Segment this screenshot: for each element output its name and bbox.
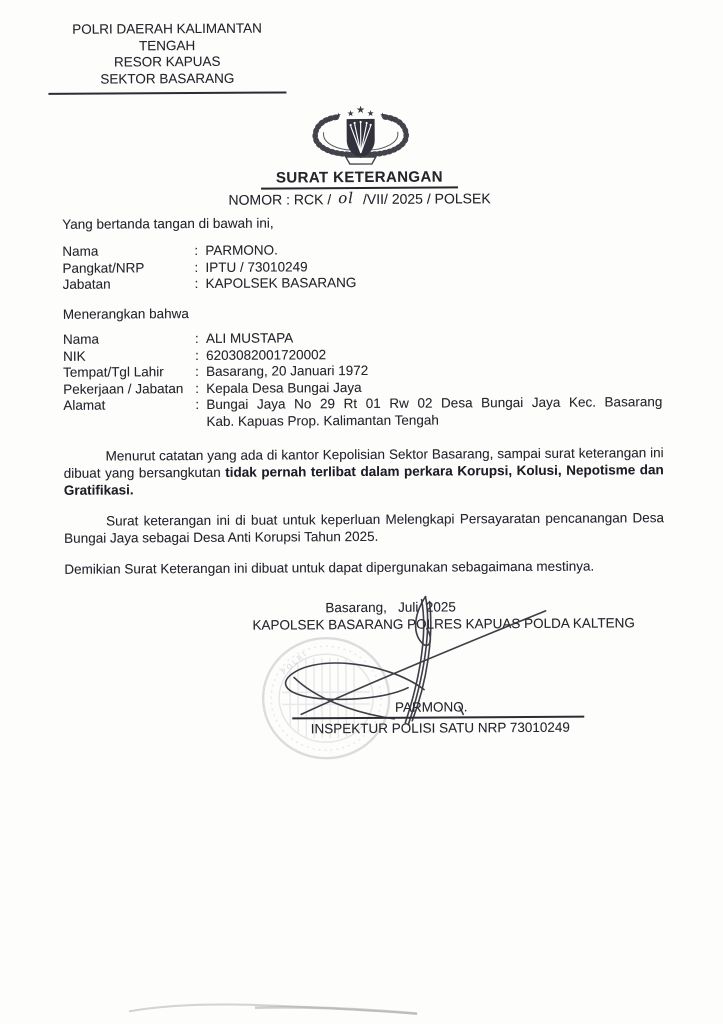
officer-row-jabatan	[63, 273, 663, 293]
document-number-line	[0, 188, 721, 210]
colon: :	[195, 396, 200, 413]
document-title: SURAT KETERANGAN	[261, 168, 458, 189]
svg-text:P O L R I: P O L R I	[280, 650, 308, 677]
letterhead-line-3: SEKTOR BASARANG	[100, 70, 235, 87]
svg-text:★: ★	[325, 117, 332, 125]
paragraph-purpose: Surat keterangan ini di buat untuk keperluan Melengkapi Persayaratan pencanangan Desa Bungai Jaya sebagai Desa Anti Korupsi Tahun 2025.	[64, 510, 665, 546]
svg-text:★: ★	[335, 112, 342, 120]
place-and-date: Basarang, Juli 2025	[325, 599, 456, 616]
alamat-line-1: Bungai Jaya No 29 Rt 01 Rw 02 Desa Bungai Jaya Kec. Basarang	[206, 394, 663, 412]
colon: :	[194, 330, 199, 347]
field-value: KAPOLSEK BASARANG	[205, 275, 357, 291]
paragraph-statement	[64, 444, 664, 499]
field-label: NIK	[62, 348, 86, 364]
svg-text:★: ★	[379, 111, 386, 119]
letterhead-line-1: POLRI DAERAH KALIMANTAN TENGAH	[72, 20, 262, 53]
letterhead	[48, 20, 286, 94]
scan-paper-edge-artifact	[125, 996, 425, 1022]
statement-bold-text: tidak pernah terlibat dalam perkara Korupsi, Kolusi, Nepotisme dan Gratifikasi.	[63, 462, 664, 498]
subject-row-alamat	[63, 394, 663, 431]
officer-identity-block	[62, 240, 662, 293]
paragraph-closing: Demikian Surat Keterangan ini dibuat untuk dapat dipergunakan sebagaimana mestinya.	[64, 558, 595, 577]
number-prefix: NOMOR : RCK /	[228, 191, 332, 208]
signer-name: PARMONO.	[394, 699, 468, 715]
field-label: Pekerjaan / Jabatan	[63, 380, 184, 397]
field-value: ALI MUSTAPA	[205, 330, 294, 346]
statement-normal-text: Menurut catatan yang ada di kantor Kepolisian Sektor Basarang, sampai surat keterangan ini dibuat yang bersangkutan	[63, 445, 664, 481]
alamat-line-2: Kab. Kapuas Prop. Kalimantan Tengah	[206, 412, 439, 429]
colon: :	[194, 347, 199, 363]
field-label: Nama	[62, 243, 99, 259]
subject-identity-block	[63, 328, 664, 431]
colon: :	[194, 275, 199, 292]
number-suffix: /VII/ 2025 / POLSEK	[362, 190, 491, 207]
handwritten-number: ol	[338, 189, 355, 208]
colon: :	[195, 380, 200, 396]
field-value: PARMONO.	[205, 242, 278, 258]
signing-office-line: KAPOLSEK BASARANG POLRES KAPUAS POLDA KALTENG	[252, 615, 635, 633]
signer-name-underline	[292, 716, 584, 720]
field-value	[206, 394, 663, 430]
field-value: IPTU / 73010249	[205, 258, 308, 275]
svg-text:★: ★	[356, 104, 366, 117]
svg-text:★: ★	[389, 116, 396, 124]
police-tribrata-emblem-icon	[304, 104, 418, 169]
field-value: 6203082001720002	[205, 346, 327, 363]
colon: :	[194, 259, 199, 275]
signer-rank-nrp: INSPEKTUR POLISI SATU NRP 73010249	[310, 719, 570, 737]
field-value: Kepala Desa Bungai Jaya	[206, 379, 362, 396]
field-value: Basarang, 20 Januari 1972	[206, 362, 369, 379]
svg-text:★: ★	[366, 108, 375, 118]
field-label: Tempat/Tgl Lahir	[63, 364, 164, 380]
intro-line: Yang bertanda tangan di bawah ini,	[62, 215, 274, 232]
letterhead-line-2: RESOR KAPUAS	[113, 53, 221, 70]
document-title-row	[0, 167, 721, 188]
colon: :	[195, 363, 199, 380]
svg-text:★: ★	[346, 109, 355, 119]
field-label: Jabatan	[62, 276, 111, 292]
colon: :	[194, 242, 199, 259]
menerangkan-line: Menerangkan bahwa	[62, 306, 189, 322]
field-label: Pangkat/NRP	[62, 259, 145, 276]
field-label: Alamat	[63, 397, 106, 413]
field-label: Nama	[62, 331, 100, 347]
